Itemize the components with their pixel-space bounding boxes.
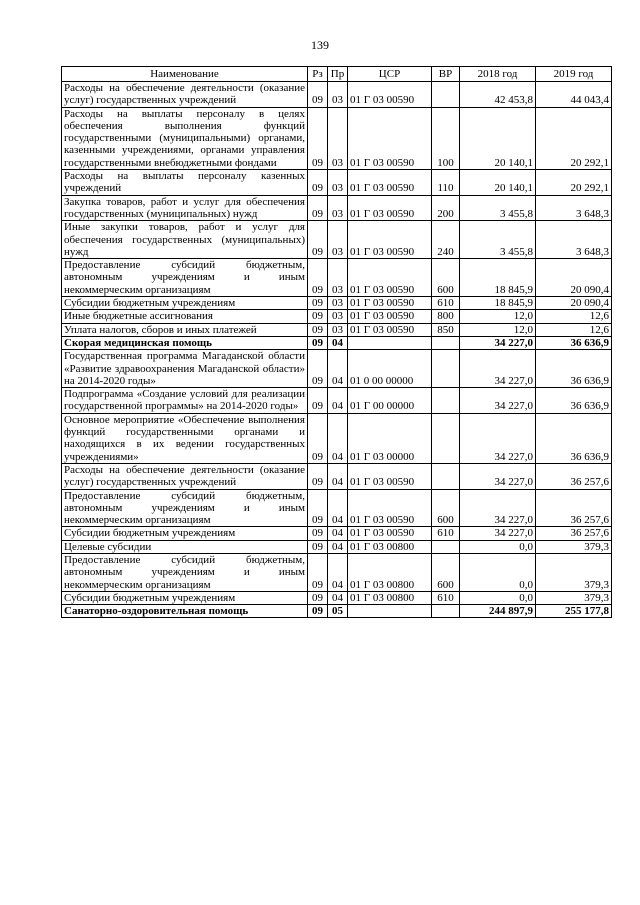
row-amount-2019: 36 636,9 — [536, 388, 612, 414]
row-csr: 01 Г 03 00590 — [348, 323, 432, 336]
row-rz: 09 — [308, 540, 328, 553]
table-row — [62, 82, 612, 108]
row-amount-2019: 379,3 — [536, 540, 612, 553]
row-amount-2019: 20 292,1 — [536, 107, 612, 169]
row-pr: 04 — [328, 489, 348, 527]
row-pr: 05 — [328, 605, 348, 618]
row-amount-2018: 12,0 — [460, 310, 536, 323]
table-row — [62, 540, 612, 553]
row-pr: 04 — [328, 553, 348, 591]
row-csr: 01 Г 03 00800 — [348, 553, 432, 591]
header-2018: 2018 год — [460, 67, 536, 82]
row-csr: 01 Г 03 00000 — [348, 413, 432, 463]
table-row — [62, 591, 612, 604]
row-amount-2019: 20 090,4 — [536, 297, 612, 310]
row-amount-2018: 0,0 — [460, 540, 536, 553]
row-name: Субсидии бюджетным учреждениям — [62, 591, 308, 604]
row-pr: 03 — [328, 259, 348, 297]
row-rz: 09 — [308, 605, 328, 618]
row-rz: 09 — [308, 591, 328, 604]
row-pr: 04 — [328, 463, 348, 489]
table-row — [62, 297, 612, 310]
row-amount-2018: 0,0 — [460, 591, 536, 604]
table-row — [62, 489, 612, 527]
row-pr: 04 — [328, 413, 348, 463]
row-rz: 09 — [308, 107, 328, 169]
row-amount-2019: 3 648,3 — [536, 195, 612, 221]
row-csr: 01 Г 03 00800 — [348, 591, 432, 604]
row-name: Предоставление субсидий бюджетным, автономным учреждениям и иным некоммерческим организациям — [62, 553, 308, 591]
table-row — [62, 413, 612, 463]
row-amount-2018: 34 227,0 — [460, 336, 536, 349]
row-pr: 03 — [328, 82, 348, 108]
row-vr — [432, 463, 460, 489]
row-vr: 850 — [432, 323, 460, 336]
row-name: Государственная программа Магаданской области «Развитие здравоохранения Магаданской области» на 2014-2020 годы» — [62, 350, 308, 388]
row-pr: 04 — [328, 540, 348, 553]
table-row — [62, 195, 612, 221]
row-amount-2019: 379,3 — [536, 553, 612, 591]
row-pr: 04 — [328, 336, 348, 349]
row-rz: 09 — [308, 297, 328, 310]
row-csr: 01 Г 03 00590 — [348, 195, 432, 221]
row-amount-2018: 12,0 — [460, 323, 536, 336]
row-amount-2019: 255 177,8 — [536, 605, 612, 618]
row-amount-2019: 20 090,4 — [536, 259, 612, 297]
header-2019: 2019 год — [536, 67, 612, 82]
row-name: Целевые субсидии — [62, 540, 308, 553]
row-amount-2018: 0,0 — [460, 553, 536, 591]
row-amount-2018: 34 227,0 — [460, 489, 536, 527]
row-name: Предоставление субсидий бюджетным, автономным учреждениям и иным некоммерческим организациям — [62, 259, 308, 297]
table-header-row — [62, 67, 612, 82]
row-amount-2019: 44 043,4 — [536, 82, 612, 108]
row-pr: 04 — [328, 591, 348, 604]
row-csr: 01 Г 03 00800 — [348, 540, 432, 553]
row-csr: 01 Г 03 00590 — [348, 221, 432, 259]
row-name: Уплата налогов, сборов и иных платежей — [62, 323, 308, 336]
header-pr: Пр — [328, 67, 348, 82]
row-vr: 800 — [432, 310, 460, 323]
row-name: Иные закупки товаров, работ и услуг для обеспечения государственных (муниципальных) нужд — [62, 221, 308, 259]
row-csr: 01 Г 00 00000 — [348, 388, 432, 414]
row-amount-2018: 34 227,0 — [460, 388, 536, 414]
table-row — [62, 310, 612, 323]
row-vr — [432, 350, 460, 388]
table-row — [62, 527, 612, 540]
row-csr — [348, 336, 432, 349]
row-amount-2018: 42 453,8 — [460, 82, 536, 108]
row-name: Скорая медицинская помощь — [62, 336, 308, 349]
row-csr: 01 Г 03 00590 — [348, 82, 432, 108]
row-csr: 01 Г 03 00590 — [348, 489, 432, 527]
row-name: Расходы на обеспечение деятельности (оказание услуг) государственных учреждений — [62, 463, 308, 489]
page-number: 139 — [311, 38, 329, 52]
row-amount-2018: 18 845,9 — [460, 259, 536, 297]
row-amount-2019: 12,6 — [536, 323, 612, 336]
row-pr: 03 — [328, 323, 348, 336]
row-csr: 01 Г 03 00590 — [348, 527, 432, 540]
budget-table — [61, 66, 612, 618]
row-pr: 03 — [328, 107, 348, 169]
row-vr: 610 — [432, 591, 460, 604]
row-amount-2018: 34 227,0 — [460, 350, 536, 388]
row-amount-2019: 12,6 — [536, 310, 612, 323]
row-vr: 600 — [432, 259, 460, 297]
row-rz: 09 — [308, 195, 328, 221]
row-name: Санаторно-оздоровительная помощь — [62, 605, 308, 618]
table-row — [62, 350, 612, 388]
table-row — [62, 605, 612, 618]
row-rz: 09 — [308, 336, 328, 349]
table-row — [62, 221, 612, 259]
row-pr: 03 — [328, 170, 348, 196]
row-vr — [432, 82, 460, 108]
row-name: Расходы на обеспечение деятельности (оказание услуг) государственных учреждений — [62, 82, 308, 108]
row-vr: 200 — [432, 195, 460, 221]
row-amount-2019: 36 636,9 — [536, 350, 612, 388]
table-row — [62, 336, 612, 349]
row-vr — [432, 388, 460, 414]
row-csr: 01 Г 03 00590 — [348, 170, 432, 196]
row-csr: 01 Г 03 00590 — [348, 259, 432, 297]
row-rz: 09 — [308, 323, 328, 336]
row-amount-2019: 379,3 — [536, 591, 612, 604]
row-vr: 610 — [432, 297, 460, 310]
row-rz: 09 — [308, 350, 328, 388]
row-vr — [432, 605, 460, 618]
row-pr: 04 — [328, 527, 348, 540]
row-vr: 110 — [432, 170, 460, 196]
row-vr: 600 — [432, 489, 460, 527]
table-row — [62, 463, 612, 489]
row-amount-2019: 20 292,1 — [536, 170, 612, 196]
row-name: Иные бюджетные ассигнования — [62, 310, 308, 323]
row-rz: 09 — [308, 221, 328, 259]
row-rz: 09 — [308, 463, 328, 489]
row-name: Расходы на выплаты персоналу казенных учреждений — [62, 170, 308, 196]
table-row — [62, 323, 612, 336]
row-rz: 09 — [308, 388, 328, 414]
row-amount-2019: 36 257,6 — [536, 463, 612, 489]
row-rz: 09 — [308, 527, 328, 540]
row-amount-2019: 3 648,3 — [536, 221, 612, 259]
row-amount-2019: 36 257,6 — [536, 489, 612, 527]
row-rz: 09 — [308, 413, 328, 463]
header-csr: ЦСР — [348, 67, 432, 82]
row-vr: 240 — [432, 221, 460, 259]
row-amount-2018: 34 227,0 — [460, 463, 536, 489]
row-name: Подпрограмма «Создание условий для реализации государственной программы» на 2014-2020 годы» — [62, 388, 308, 414]
row-rz: 09 — [308, 82, 328, 108]
row-name: Субсидии бюджетным учреждениям — [62, 527, 308, 540]
table-row — [62, 259, 612, 297]
row-name: Субсидии бюджетным учреждениям — [62, 297, 308, 310]
row-rz: 09 — [308, 489, 328, 527]
row-pr: 03 — [328, 297, 348, 310]
row-vr: 610 — [432, 527, 460, 540]
row-amount-2018: 244 897,9 — [460, 605, 536, 618]
row-amount-2018: 20 140,1 — [460, 107, 536, 169]
row-csr: 01 Г 03 00590 — [348, 297, 432, 310]
table-row — [62, 553, 612, 591]
table-row — [62, 170, 612, 196]
table-row — [62, 388, 612, 414]
row-pr: 03 — [328, 195, 348, 221]
row-amount-2018: 18 845,9 — [460, 297, 536, 310]
row-name: Предоставление субсидий бюджетным, автономным учреждениям и иным некоммерческим организациям — [62, 489, 308, 527]
row-pr: 04 — [328, 388, 348, 414]
row-amount-2019: 36 636,9 — [536, 336, 612, 349]
row-amount-2018: 3 455,8 — [460, 195, 536, 221]
row-amount-2018: 3 455,8 — [460, 221, 536, 259]
row-amount-2019: 36 257,6 — [536, 527, 612, 540]
row-name: Закупка товаров, работ и услуг для обеспечения государственных (муниципальных) нужд — [62, 195, 308, 221]
row-vr — [432, 336, 460, 349]
row-pr: 04 — [328, 350, 348, 388]
row-vr: 600 — [432, 553, 460, 591]
row-amount-2019: 36 636,9 — [536, 413, 612, 463]
row-amount-2018: 20 140,1 — [460, 170, 536, 196]
row-rz: 09 — [308, 170, 328, 196]
row-amount-2018: 34 227,0 — [460, 527, 536, 540]
row-amount-2018: 34 227,0 — [460, 413, 536, 463]
row-name: Расходы на выплаты персоналу в целях обеспечения выполнения функций государственными (муниципальными) органами, казенными учреждениями, органами управления государственными внебюджетными фондами — [62, 107, 308, 169]
row-csr — [348, 605, 432, 618]
row-pr: 03 — [328, 310, 348, 323]
row-vr — [432, 413, 460, 463]
header-rz: Рз — [308, 67, 328, 82]
row-vr — [432, 540, 460, 553]
header-vr: ВР — [432, 67, 460, 82]
row-name: Основное мероприятие «Обеспечение выполнения функций государственными органами и находящихся в их ведении государственных учреждениями» — [62, 413, 308, 463]
row-csr: 01 Г 03 00590 — [348, 107, 432, 169]
row-csr: 01 0 00 00000 — [348, 350, 432, 388]
row-rz: 09 — [308, 553, 328, 591]
header-name: Наименование — [62, 67, 308, 82]
row-csr: 01 Г 03 00590 — [348, 463, 432, 489]
table-row — [62, 107, 612, 169]
row-csr: 01 Г 03 00590 — [348, 310, 432, 323]
row-vr: 100 — [432, 107, 460, 169]
row-rz: 09 — [308, 310, 328, 323]
row-pr: 03 — [328, 221, 348, 259]
row-rz: 09 — [308, 259, 328, 297]
